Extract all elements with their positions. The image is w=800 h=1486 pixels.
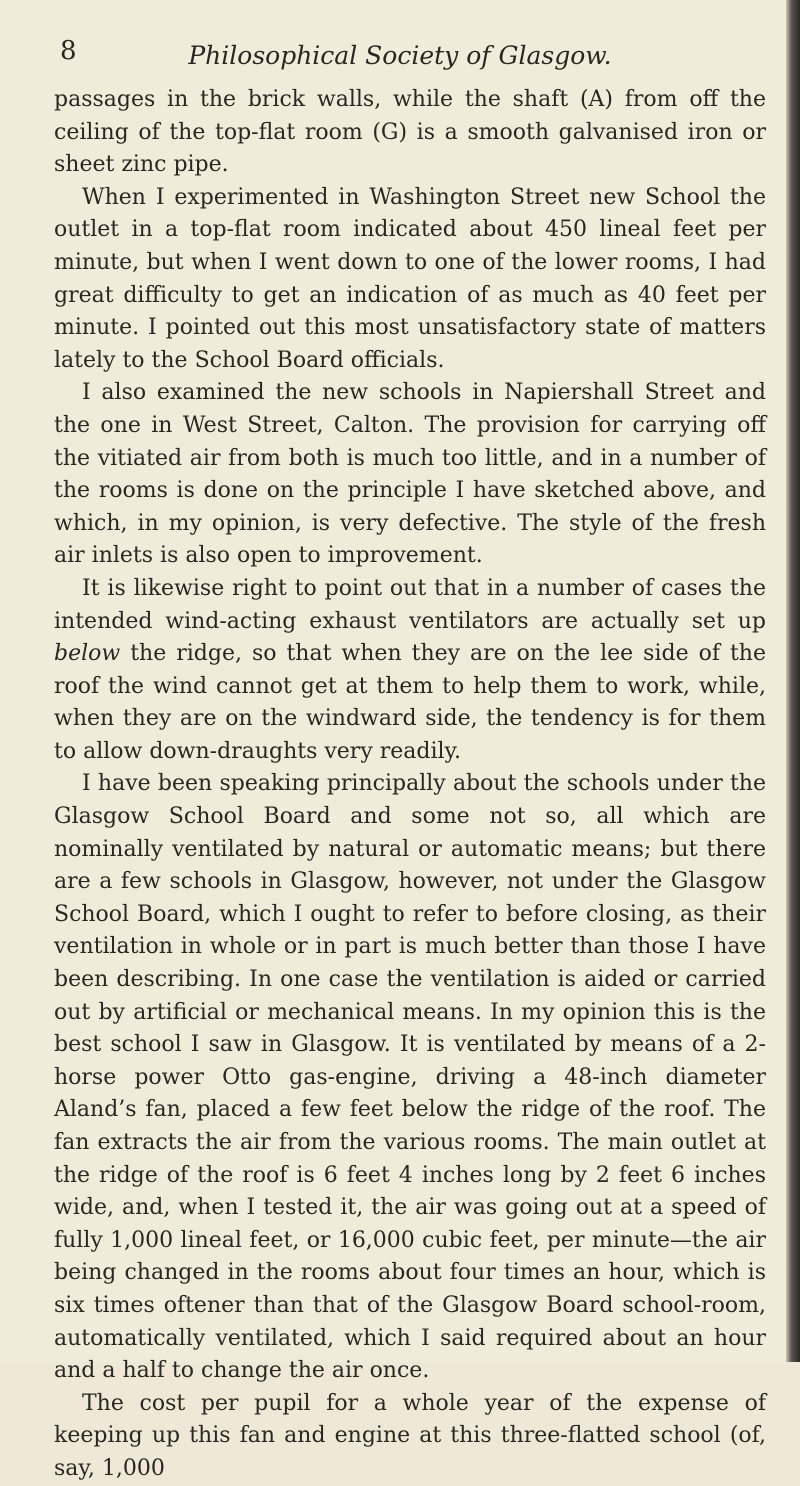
paragraph-glasgow-schools: I have been speaking principally about the schools under the Glasgow School Board and some not so, all which are nominally ventilated by natural or automatic means; but there are a few schools in Glasgow, however, not under the Glasgow School Board, which I ought to refer to before closing, as their ventilation in whole or in part is much better than those I have been describing. In one case the ventilation is aided or carried out by artificial or mechanical means. In my opinion this is the best school I saw in Glasgow. It is ventilated by means of a 2-horse power Otto gas-engine, driving a 48-inch diameter Aland’s fan, placed a few feet below the ridge of the roof. The fan extracts the air from the various rooms. The main outlet at the ridge of the roof is 6 feet 4 inches long by 2 feet 6 inches wide, and, when I tested it, the air was going out at a speed of fully 1,000 lineal feet, or 16,000 cubic feet, per minute—the air being changed in the rooms about four times an hour, which is six times oftener than that of the Glasgow Board school-room, automatically ventilated, which I said required about an hour and a half to change the air once.	[54, 771, 766, 1384]
paragraph-text-after: the ridge, so that when they are on the lee side of the roof the wind cannot get at them to help them to work, while, when they are on the windward side, the tendency is for them to allow down-draughts very readily.	[54, 641, 766, 764]
page-number: 8	[60, 36, 77, 66]
emphasis-below: below	[54, 641, 121, 667]
paragraph-exhaust-ventilators	[54, 573, 766, 769]
paragraph-cost-per-pupil: The cost per pupil for a whole year of the expense of keeping up this fan and engine at this three-flatted school (of, say, 1,000	[54, 1390, 766, 1481]
paragraph-text-before: It is likewise right to point out that in a number of cases the intended wind-acting exhaust ventilators are actually set up	[54, 575, 766, 634]
paragraph-passages: passages in the brick walls, while the shaft (A) from off the ceiling of the top-flat room (G) is a smooth galvanised iron or sheet zinc pipe.	[54, 87, 766, 178]
paragraph-napiershall-street: I also examined the new schools in Napiershall Street and the one in West Street, Calton. The provision for carrying off the vitiated air from both is much too little, and in a number of the rooms is done on the principle I have sketched above, and which, in my opinion, is very defective. The style of the fresh air inlets is also open to improvement.	[54, 380, 766, 569]
running-title: Philosophical Society of Glasgow.	[188, 41, 612, 70]
body-text	[54, 84, 766, 1486]
paragraph-washington-street: When I experimented in Washington Street new School the outlet in a top-flat room indicated about 450 lineal feet per minute, but when I went down to one of the lower rooms, I had great difficulty to get an indication of as much as 40 feet per minute. I pointed out this most unsatisfactory state of matters lately to the School Board officials.	[54, 184, 766, 373]
page-edge-shadow	[786, 0, 800, 1362]
